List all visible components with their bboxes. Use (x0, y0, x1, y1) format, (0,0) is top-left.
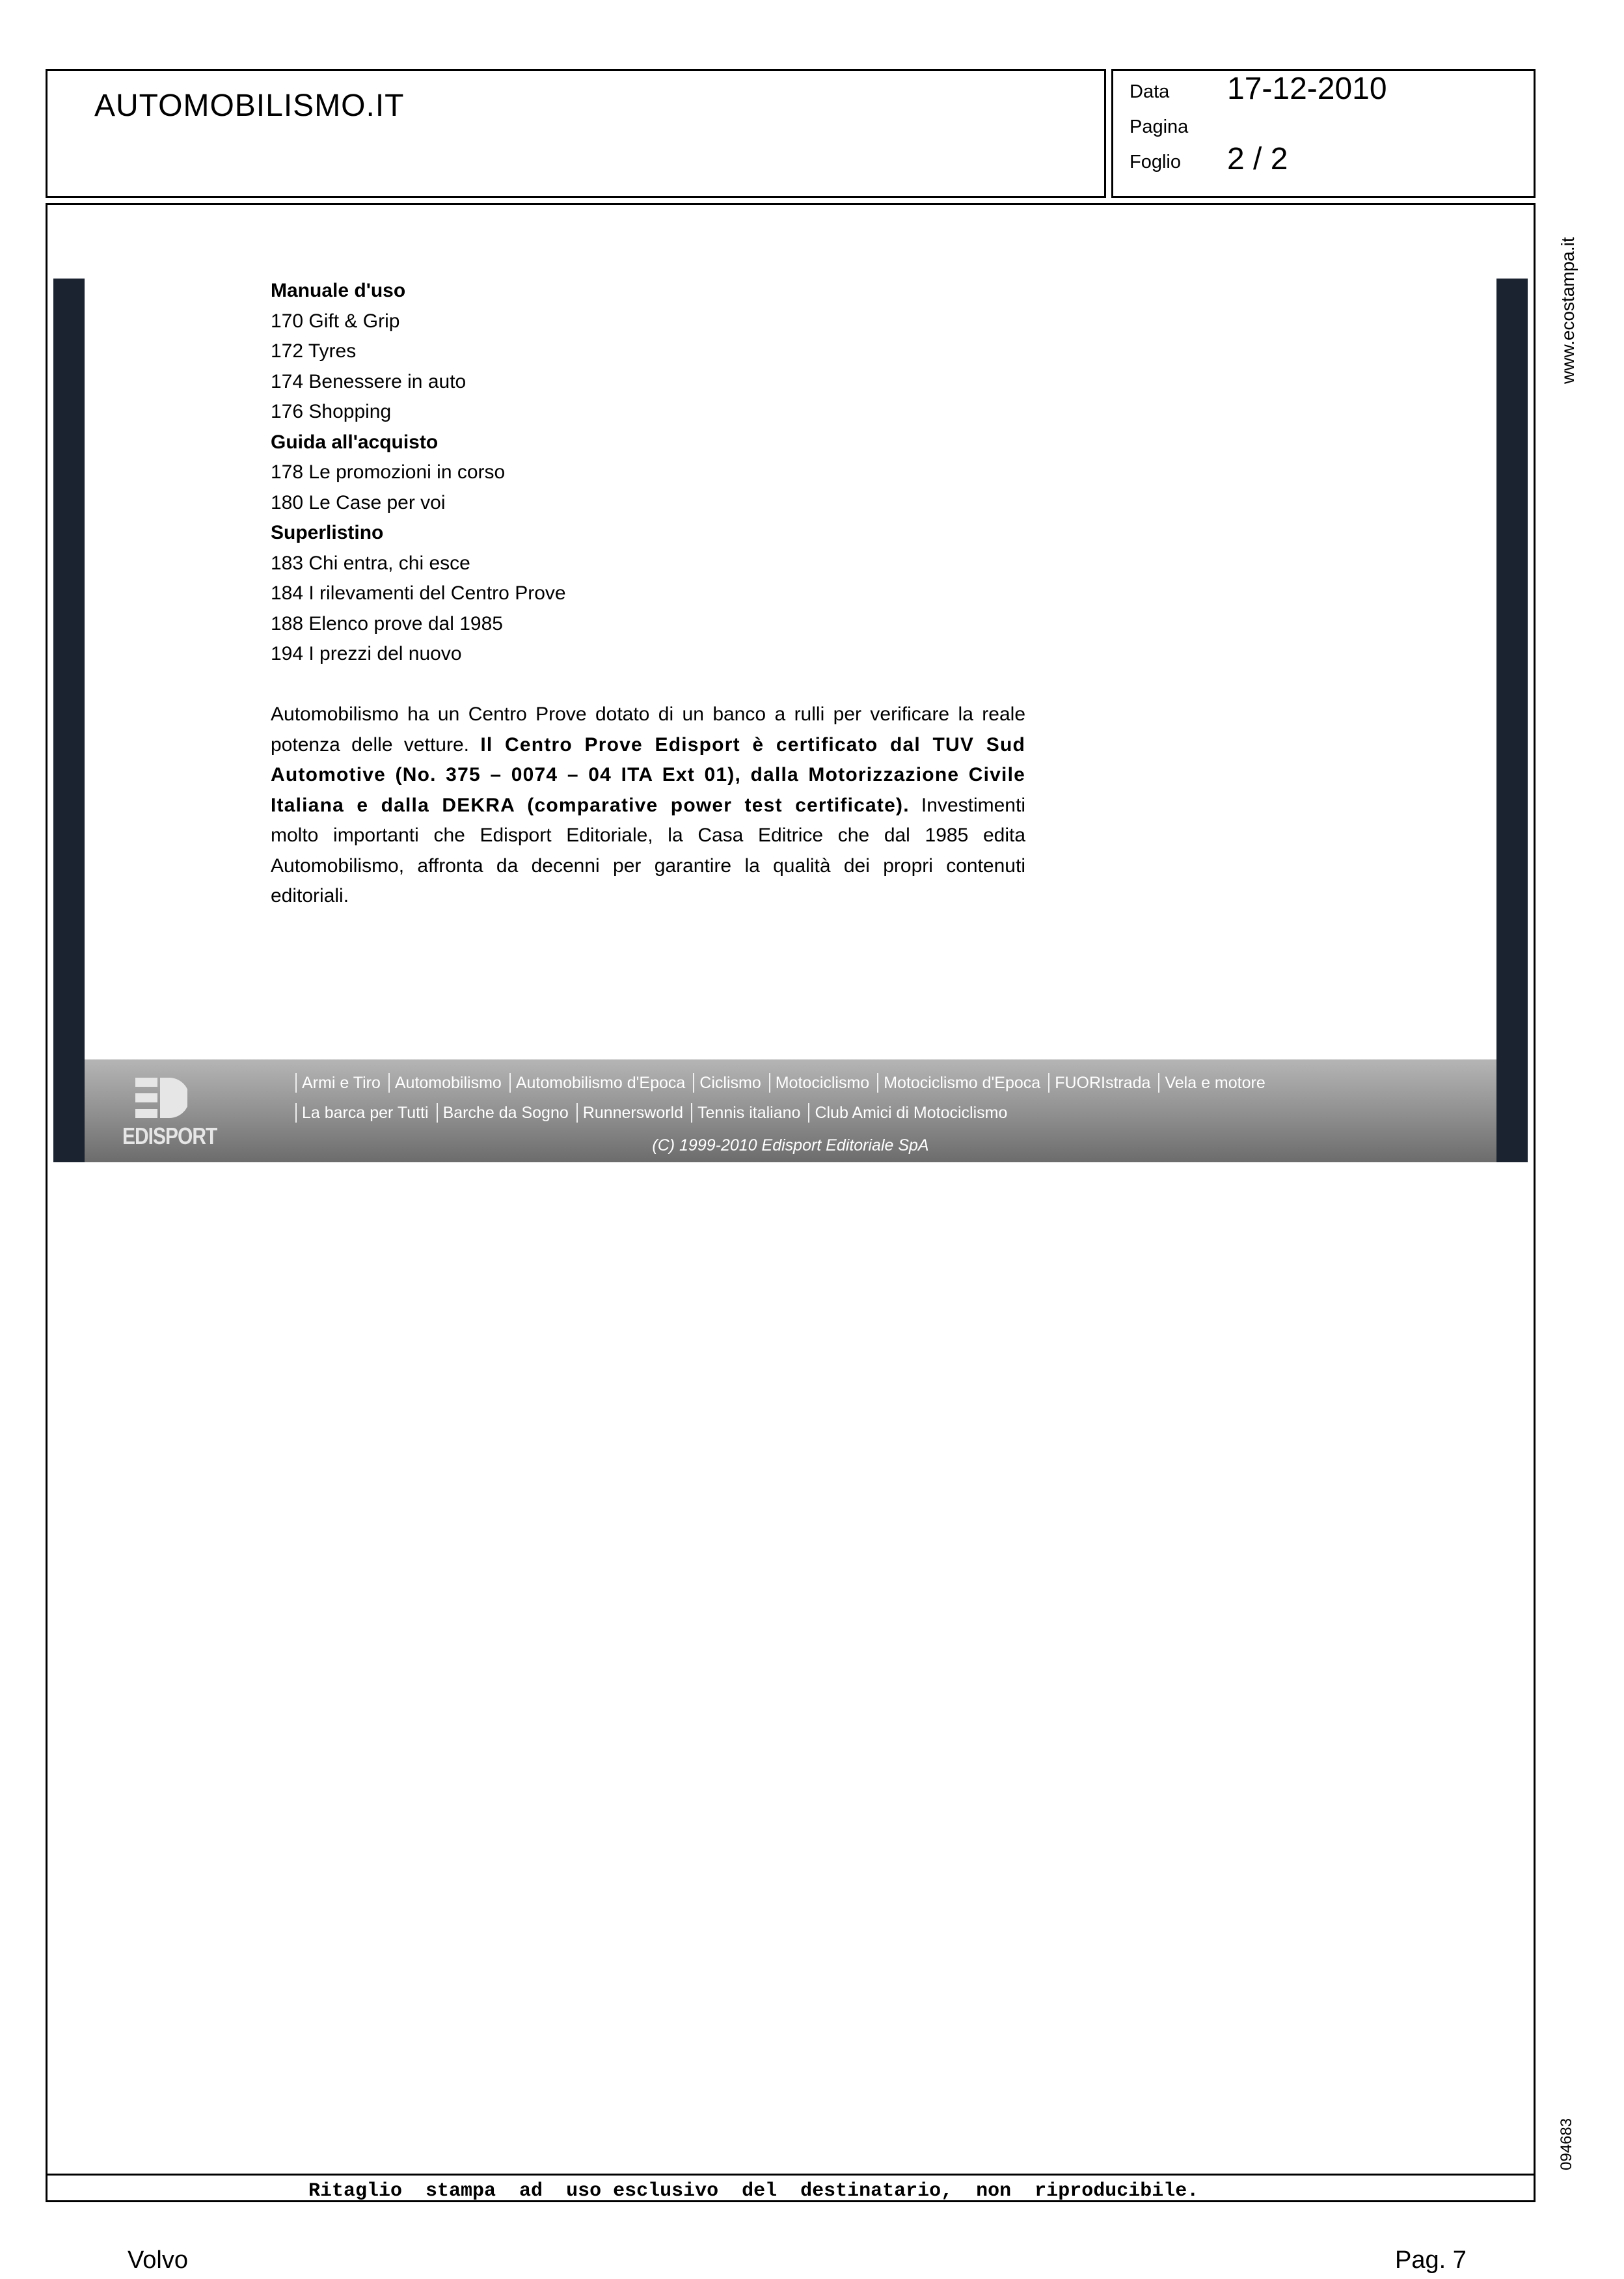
side-url (1536, 215, 1578, 397)
toc-item: 178 Le promozioni in corso (271, 461, 506, 483)
side-code (1536, 2108, 1575, 2174)
footer-link[interactable]: Motociclismo d'Epoca (877, 1073, 1046, 1093)
footer-link[interactable]: Runnersworld (576, 1103, 688, 1123)
article-paragraph (271, 700, 1025, 912)
edisport-logo-text: EDISPORT (122, 1123, 217, 1150)
toc-item: 174 Benessere in auto (271, 370, 467, 392)
paragraph-rest: Investimenti molto importanti che Edisport Editoriale, la Casa Editrice che dal 1985 edita Automobilismo, affronta da decenni per garantire la qualità dei propri contenuti editoriali. (271, 794, 1025, 907)
header-meta-box (1111, 69, 1536, 198)
edisport-logo-icon (135, 1075, 187, 1121)
footer-link[interactable]: Armi e Tiro (295, 1073, 386, 1093)
footer-link[interactable]: Automobilismo (388, 1073, 507, 1093)
foglio-value: 2 / 2 (1227, 142, 1288, 176)
footer-link[interactable]: Club Amici di Motociclismo (808, 1103, 1012, 1123)
footer-links (295, 1067, 1467, 1127)
footer-link[interactable]: Ciclismo (693, 1073, 766, 1093)
paragraph-intro: Automobilismo ha un Centro Prove dotato di un banco a rulli per verificare la reale potenza delle vetture. (271, 703, 1025, 756)
toc-heading: Guida all'acquisto (271, 431, 439, 453)
toc-item: 180 Le Case per voi (271, 491, 446, 513)
footer-link[interactable]: Barche da Sogno (437, 1103, 574, 1123)
toc-item: 188 Elenco prove dal 1985 (271, 612, 503, 635)
toc-item: 183 Chi entra, chi esce (271, 552, 470, 574)
toc-item: 176 Shopping (271, 401, 392, 422)
spacer (271, 670, 1025, 700)
toc-heading: Manuale d'uso (271, 280, 406, 301)
toc-item: 194 I prezzi del nuovo (271, 643, 462, 664)
page-number: Pag. 7 (1395, 2246, 1467, 2274)
footer-links-row-2 (295, 1097, 1467, 1127)
article-body (271, 276, 1025, 912)
foglio-label: Foglio (1130, 152, 1181, 172)
publication-name: AUTOMOBILISMO.IT (94, 89, 405, 123)
data-label: Data (1130, 81, 1170, 102)
disclaimer: Ritaglio stampa ad uso esclusivo del destinatario, non riproducibile. (308, 2180, 1199, 2202)
footer-link[interactable]: Vela e motore (1158, 1073, 1270, 1093)
disclaimer-divider (46, 2174, 1536, 2176)
page-source: Volvo (128, 2246, 188, 2274)
header-publication-box (46, 69, 1106, 198)
footer-link[interactable]: La barca per Tutti (295, 1103, 434, 1123)
footer-link[interactable]: Tennis italiano (691, 1103, 805, 1123)
data-value: 17-12-2010 (1227, 72, 1387, 106)
right-dark-bar (1496, 279, 1528, 1162)
toc-item: 170 Gift & Grip (271, 310, 400, 332)
toc-heading: Superlistino (271, 522, 384, 543)
footer-link[interactable]: Automobilismo d'Epoca (509, 1073, 690, 1093)
paragraph-bold: Il Centro Prove Edisport è certificato dal TUV Sud Automotive (No. 375 – 0074 – 04 ITA Ext 01), dalla Motorizzazione Civile Italiana e dalla DEKRA (comparative power test certificate). (271, 733, 1025, 816)
footer-link[interactable]: Motociclismo (769, 1073, 874, 1093)
side-code-text: 094683 (1558, 2118, 1575, 2170)
table-of-contents (271, 276, 1025, 670)
pagina-label: Pagina (1130, 116, 1189, 137)
copyright: (C) 1999-2010 Edisport Editoriale SpA (652, 1136, 929, 1154)
footer-link[interactable]: FUORIstrada (1048, 1073, 1156, 1093)
left-dark-bar (53, 279, 85, 1162)
toc-item: 172 Tyres (271, 340, 357, 362)
edisport-footer (85, 1059, 1496, 1162)
footer-links-row-1 (295, 1067, 1467, 1097)
toc-item: 184 I rilevamenti del Centro Prove (271, 582, 566, 604)
side-url-text: www.ecostampa.it (1558, 237, 1578, 384)
